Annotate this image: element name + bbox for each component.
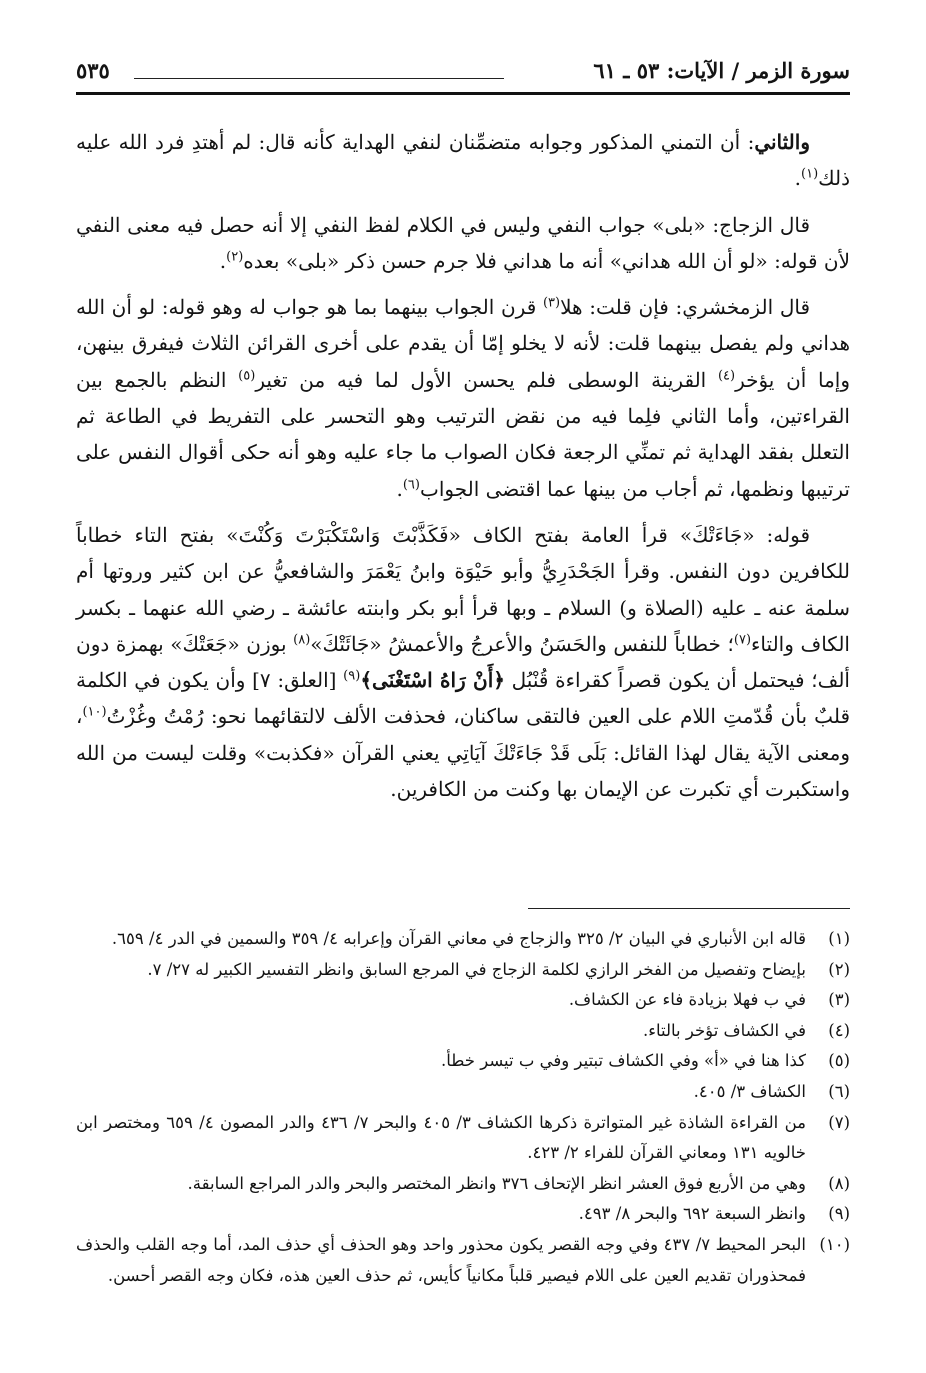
footnote-item — [76, 924, 850, 955]
paragraph-4-text-d: [العلق: ٧] وأن يكون في الكلمة قلبٌ بأن قُدّمتِ اللام على العين فالتقى ساكنان، فحذفت الألف لالتقائهما نحو: رُمْتُ وغُزْتُ — [76, 668, 850, 729]
footnote-text: من القراءة الشاذة غير المتواترة ذكرها الكشاف ٣/ ٤٠٥ والبحر ٧/ ٤٣٦ والدر المصون ٤/ ٦٥٩ ومختصر ابن خالويه ١٣١ ومعاني القرآن للفراء ٢/ ٤٢٣. — [76, 1112, 807, 1163]
paragraph-4-end: ، ومعنى الآية يقال لهذا القائل: بَلَى قَدْ جَاءَتْكَ آيَاتِي يعني القرآن «فكذبت» وقلت ليست من الله واستكبرت أي تكبرت عن الإيمان بها وكنت من الكافرين. — [76, 704, 850, 802]
footnote-ref-9: (٩) — [343, 668, 361, 684]
footnote-number: (٨) — [828, 1173, 850, 1193]
footnote-text: في الكشاف تؤخر بالتاء. — [642, 1020, 806, 1040]
paragraph-3 — [76, 289, 850, 507]
footnote-text: بإيضاح وتفصيل من الفخر الرازي لكلمة الزجاج في المرجع السابق وانظر التفسير الكبير له ٢٧/ ٧. — [147, 959, 806, 979]
footnote-ref-2: (٢) — [226, 249, 244, 265]
header-rule — [76, 92, 850, 95]
header-title: سورة الزمر / الآيات: ٥٣ ـ ٦١ — [593, 58, 850, 83]
paragraph-1 — [76, 124, 850, 197]
footnote-ref-10: (١٠) — [82, 704, 107, 720]
footnote-number: (٢) — [828, 959, 850, 979]
footnote-separator — [528, 908, 850, 909]
running-header — [76, 56, 850, 90]
footnote-ref-5: (٥) — [238, 368, 256, 384]
footnote-text: البحر المحيط ٧/ ٤٣٧ وفي وجه القصر يكون محذور واحد وهو الحذف أي حذف المد، أما وجه القلب والحذف فمحذوران تقديم العين على اللام فيصير قلباً مكانياً كأيس، ثم حذف العين هذه، فكان وجه القصر أحسن. — [76, 1234, 806, 1285]
footnote-number: (٣) — [828, 990, 850, 1010]
footnote-item — [76, 955, 850, 986]
paragraph-1-lead: والثاني — [754, 130, 810, 154]
paragraph-2 — [76, 207, 850, 280]
footnote-ref-4: (٤) — [717, 368, 736, 384]
footnote-item — [76, 1169, 850, 1200]
paragraph-3-end: . — [396, 476, 403, 501]
footnote-text: وانظر السبعة ٦٩٢ والبحر ٨/ ٤٩٣. — [578, 1204, 806, 1224]
paragraph-3-text-c: القرينة الوسطى فلم يحسن الأول لما فيه من تغير — [255, 367, 718, 392]
footnote-number: (١٠) — [819, 1234, 850, 1254]
paragraph-3-text-b: قرن الجواب بينهما بما هو جواب له وهو قوله: لو أن الله هداني ولم يفصل بينهما قلت: لأنه لا يخلو إمّا أن يقدم على أخرى القرائن الثلاث فيفرق بينهن، وإما أن يؤخر — [76, 295, 851, 392]
footnote-number: (٩) — [828, 1204, 850, 1224]
footnote-item — [76, 1199, 850, 1230]
paragraph-2-text: قال الزجاج: «بلى» جواب النفي وليس في الكلام لفظ النفي إلا أنه حصل فيه معنى النفي لأن قوله: «لو أن الله هداني» أنه ما هداني فلا جرم حسن ذكر «بلى» بعده — [76, 212, 850, 273]
footnote-text: كذا هنا في «أ» وفي الكشاف تبتير وفي ب تيسر خطأ. — [440, 1051, 806, 1071]
footnotes — [76, 924, 850, 1291]
footnote-item — [76, 985, 850, 1016]
paragraph-4 — [76, 517, 850, 807]
paragraph-4-text-b: ؛ خطاباً للنفس والحَسَنُ والأعرجُ والأعمشُ «جَائَتْكَ» — [310, 631, 734, 656]
footnote-ref-7: (٧) — [733, 632, 752, 648]
footnote-item — [76, 1016, 850, 1047]
footnote-number: (٤) — [828, 1020, 850, 1040]
footnote-text: وهي من الأربع فوق العشر انظر الإتحاف ٣٧٦ وانظر المختصر والبحر والدر المراجع السابقة. — [187, 1173, 806, 1193]
footnote-item — [76, 1108, 850, 1169]
page-number: ٥٣٥ — [76, 58, 110, 83]
footnote-ref-3: (٣) — [542, 295, 561, 311]
footnote-item — [76, 1230, 850, 1291]
footnote-number: (٥) — [828, 1051, 850, 1071]
paragraph-2-end: . — [219, 248, 227, 273]
paragraph-1-end: . — [794, 166, 801, 191]
footnote-item — [76, 1077, 850, 1108]
footnote-number: (٦) — [828, 1081, 850, 1101]
paragraph-3-text-a: قال الزمخشري: فإن قلت: هلا — [560, 295, 810, 320]
footnote-number: (٧) — [828, 1112, 850, 1132]
footnote-ref-1: (١) — [801, 166, 819, 182]
paragraph-4-text-c: بوزن «جَعَتْكَ» بهمزة دون ألف؛ فيحتمل أن يكون قصراً كقراءة قُنْبُل — [76, 631, 850, 693]
footnote-text: قاله ابن الأنباري في البيان ٢/ ٣٢٥ والزجاج في معاني القرآن وإعرابه ٤/ ٣٥٩ والسمين في الدر ٤/ ٦٥٩. — [111, 929, 806, 948]
footnote-ref-8: (٨) — [293, 632, 311, 648]
footnote-text: في ب فهلا بزيادة فاء عن الكشاف. — [568, 990, 806, 1010]
footnote-text: الكشاف ٣/ ٤٠٥. — [693, 1081, 806, 1101]
footnote-ref-6: (٦) — [402, 477, 420, 493]
main-text — [76, 124, 850, 817]
quran-quote: ﴿أَنْ رَاهُ اسْتَغْنَى﴾ — [360, 668, 505, 693]
footnote-item — [76, 1046, 850, 1077]
paragraph-3-text-d: النظم بالجمع بين القراءتين، وأما الثاني فلِما فيه من نقض الترتيب وهو التحسر على التفريط في الطاعة ثم التعلل بفقد الهداية ثم تمنِّي الرجعة فكان الصواب ما جاء عليه وهو أنه حكى أقوال النفس على ترتيبها ونظمها، ثم أجاب من بينها عما اقتضى الجواب — [76, 367, 850, 501]
paragraph-4-text-a: قوله: «جَاءَتْكَ» قرأ العامة بفتح الكاف «فَكَذَّبْتَ وَاسْتَكْبَرْتَ وَكُنْتَ» بفتح التاء خطاباً للكافرين دون النفس. وقرأ الجَحْدَرِيُّ وأبو حَيْوَة وابنُ يَعْمَرَ والشافعيُّ عن ابن كثير وروتها أم سلمة عنه ـ عليه (الصلاة و) السلام ـ وبها قرأ أبو بكر وابنته عائشة ـ رضي الله عنهما ـ بكسر الكاف والتاء — [76, 522, 850, 656]
paragraph-1-text: : أن التمني المذكور وجوابه متضمِّنان لنفي الهداية كأنه قال: لم أهتدِ فرد الله عليه ذلك — [76, 130, 850, 191]
header-rule-fill — [134, 78, 504, 79]
footnote-number: (١) — [828, 929, 850, 948]
